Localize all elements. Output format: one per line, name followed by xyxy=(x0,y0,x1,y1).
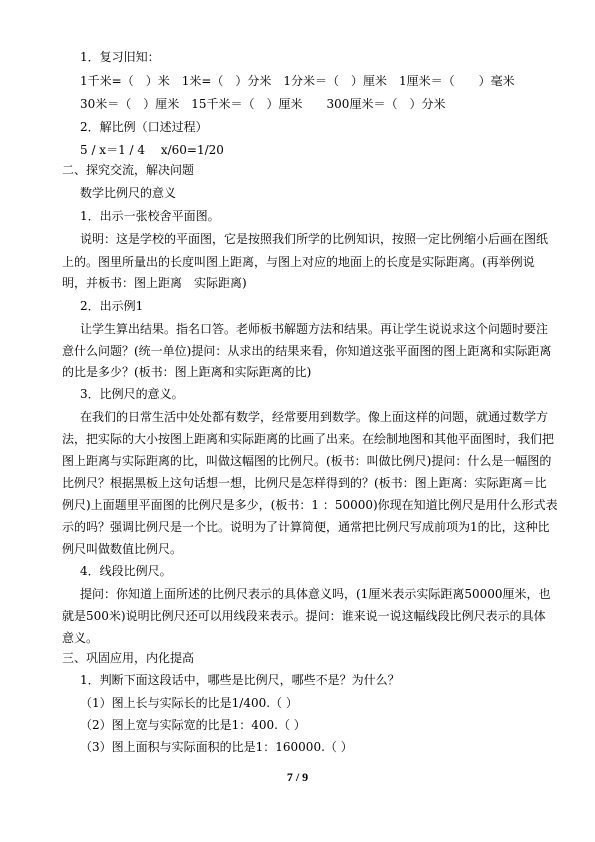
paragraph-line: 说明：这是学校的平面图，它是按照我们所学的比例知识，按照一定比例缩小后画在图纸 xyxy=(80,232,549,246)
solve-proportion-heading: 2．解比例（口述过程） xyxy=(80,120,208,134)
paragraph-line: 意什么问题？(统一单位)提问：从求出的结果来看，你知道这张平面图的图上距离和实际距离 xyxy=(62,344,552,358)
unit-conversion-row-2: 30米＝（ ）厘米 15千米＝（ ）厘米 300厘米＝（ ）分米 xyxy=(80,97,446,111)
question-item-3: （3）图上面积与实际面积的比是1：160000.（ ） xyxy=(80,740,353,754)
paragraph-line: 例尺叫做数值比例尺。 xyxy=(62,542,183,556)
review-heading: 1．复习旧知： xyxy=(80,50,160,64)
question-item-1: （1）图上长与实际长的比是1/400.（ ） xyxy=(80,696,298,710)
page-number: 7 / 9 xyxy=(286,770,309,784)
proportion-equations: 5 / x＝1 / 4 x/60=1/20 xyxy=(80,143,224,157)
question-1-heading: 1．判断下面这段话中，哪些是比例尺，哪些不是？为什么？ xyxy=(80,673,400,687)
paragraph-line: 提问：你知道上面所述的比例尺表示的具体意义吗，(1厘米表示实际距离50000厘米，也 xyxy=(80,587,551,601)
subtitle-scale-meaning: 数学比例尺的意义 xyxy=(80,186,177,200)
unit-conversion-row-1: 1千米=（ ）米 1米=（ ）分米 1分米＝（ ）厘米 1厘米＝（ ）毫米 xyxy=(80,74,515,88)
section-heading-3: 三、巩固应用，内化提高 xyxy=(62,651,195,665)
paragraph-line: 就是500米)说明比例尺还可以用线段来表示。提问：谁来说一说这幅线段比例尺表示的具体 xyxy=(62,609,546,623)
step-4-heading: 4．线段比例尺。 xyxy=(80,564,172,578)
paragraph-line: 在我们的日常生活中处处都有数学，经常要用到数学。像上面这样的问题，就通过数学方 xyxy=(80,410,549,424)
paragraph-line: 图上距离与实际距离的比，叫做这幅图的比例尺。(板书：叫做比例尺)提问：什么是一幅图的 xyxy=(62,454,552,468)
paragraph-line: 比例尺？根据黑板上这句话想一想，比例尺是怎样得到的？(板书：图上距离：实际距离＝比 xyxy=(62,476,547,490)
paragraph-line: 的比是多少？(板书：图上距离和实际距离的比) xyxy=(62,365,312,379)
paragraph-line: 法，把实际的大小按图上距离和实际距离的比画了出来。在绘制地图和其他平面图时，我们把 xyxy=(62,432,555,446)
paragraph-line: 让学生算出结果。指名口答。老师板书解题方法和结果。再让学生说说求这个问题时要注 xyxy=(80,322,549,336)
question-item-2: （2）图上宽与实际宽的比是1：400.（ ） xyxy=(80,718,306,732)
paragraph-line: 示的吗？强调比例尺是一个比。说明为了计算简便，通常把比例尺写成前项为1的比，这种比 xyxy=(62,520,550,534)
step-2-heading: 2．出示例1 xyxy=(80,299,144,313)
step-1-heading: 1．出示一张校舍平面图。 xyxy=(80,209,220,223)
paragraph-line: 意义。 xyxy=(62,631,99,645)
paragraph-line: 上的。图里所量出的长度叫图上距离，与图上对应的地面上的长度是实际距离。(再举例说 xyxy=(62,255,535,269)
step-3-heading: 3．比例尺的意义。 xyxy=(80,387,184,401)
paragraph-line: 明，并板书：图上距离 实际距离) xyxy=(62,276,247,290)
section-heading-2: 二、探究交流，解决问题 xyxy=(62,163,195,177)
paragraph-line: 例尺)上面题里平面图的比例尺是多少，(板书：1 ：50000)你现在知道比例尺是用什么形式表 xyxy=(62,498,558,512)
